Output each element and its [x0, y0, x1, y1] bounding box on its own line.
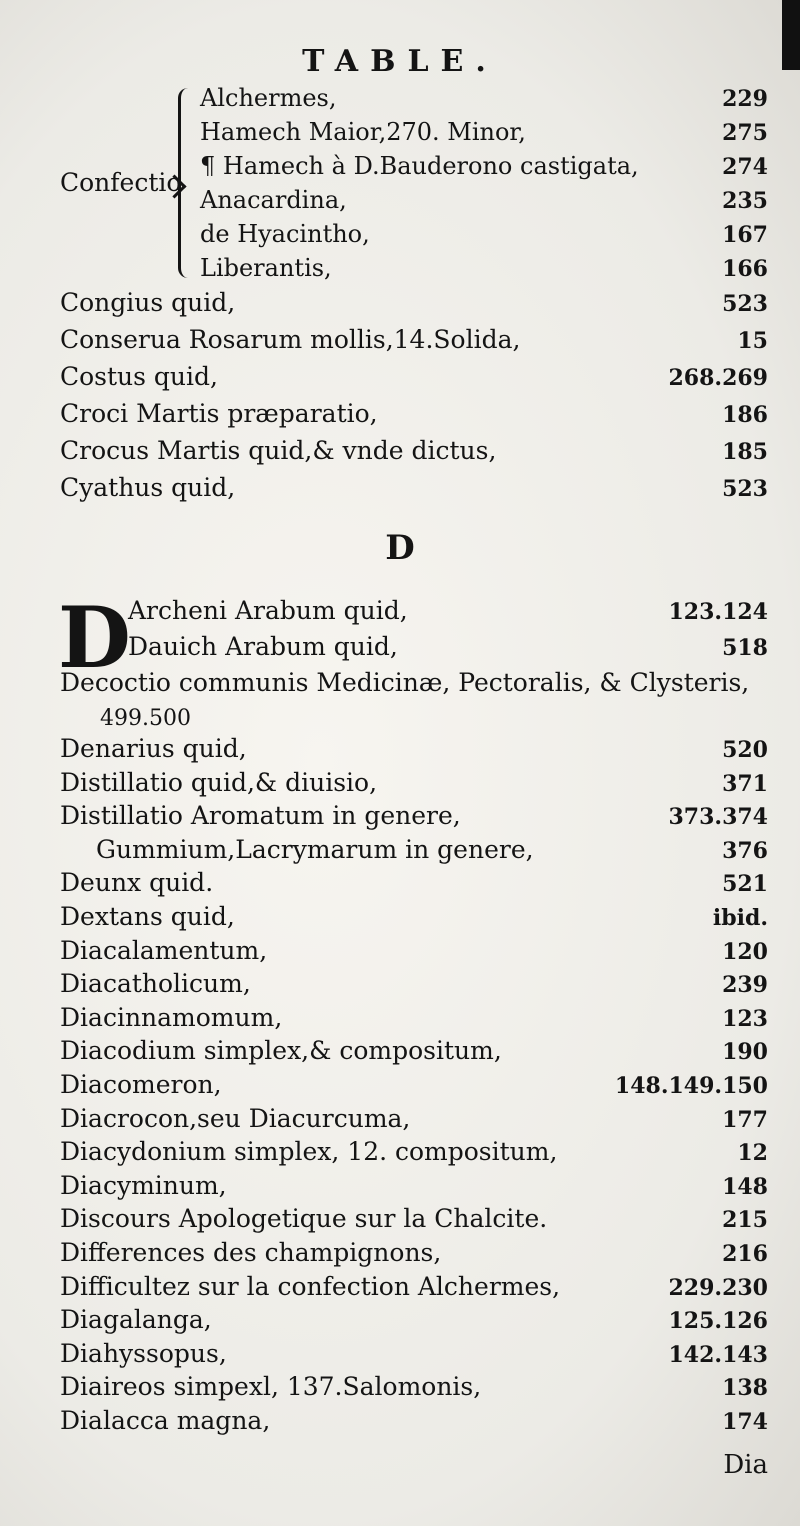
index-entry	[60, 1137, 768, 1173]
entry-page: 148.149.150	[614, 1073, 768, 1099]
index-entry	[60, 969, 768, 1005]
index-entry	[60, 868, 768, 904]
index-entry	[60, 325, 768, 361]
index-entry	[200, 220, 768, 254]
index-entry	[60, 1171, 768, 1207]
entry-term: Diaireos simpexl, 137.Salomonis,	[60, 1372, 482, 1402]
entry-term: Cyathus quid,	[60, 473, 236, 502]
entry-term: Diacomeron,	[60, 1070, 222, 1099]
entry-page: 148	[722, 1173, 768, 1200]
index-entry	[60, 1305, 768, 1341]
entry-page: 125.126	[668, 1308, 768, 1335]
entry-term: Diacyminum,	[60, 1170, 227, 1200]
entry-term: Discours Apologetique sur la Chalcite.	[60, 1204, 548, 1234]
entry-term: Diahyssopus,	[60, 1338, 227, 1368]
entry-page: 123.124	[668, 599, 768, 625]
entry-page: 274	[722, 154, 768, 180]
entry-term: Dialacca magna,	[60, 1406, 271, 1435]
entry-page: 275	[722, 120, 768, 146]
entry-page: 174	[722, 1409, 768, 1435]
index-entry	[60, 1238, 768, 1274]
entry-page: 216	[722, 1241, 768, 1267]
entry-term: Liberantis,	[200, 254, 332, 282]
entry-page: 371	[722, 770, 768, 797]
entry-term: Hamech Maior,270. Minor,	[200, 118, 526, 146]
entry-term: Diacatholicum,	[60, 969, 251, 999]
index-entry	[200, 84, 768, 118]
index-entry	[60, 1272, 768, 1308]
entry-page: 138	[722, 1375, 768, 1402]
entry-page: 521	[722, 871, 768, 898]
index-entry	[200, 118, 768, 152]
index-entry	[60, 288, 768, 324]
entry-page: 167	[722, 222, 768, 248]
entry-term: ¶ Hamech à D.Bauderono castigata,	[200, 152, 639, 180]
index-entry	[60, 1339, 768, 1375]
confectio-group	[60, 82, 768, 288]
entry-page: 235	[722, 188, 768, 214]
entry-term: Anacardina,	[200, 186, 347, 214]
entry-term: Diacrocon,seu Diacurcuma,	[60, 1103, 411, 1133]
index-entry	[60, 768, 768, 804]
decoctio-entry: Decoctio communis Medicinæ, Pectoralis, & Clysteris,	[60, 668, 750, 697]
confectio-label: Confectio	[60, 168, 182, 197]
entry-page: 229	[722, 86, 768, 112]
entry-page: 190	[722, 1039, 768, 1066]
entry-page: 166	[722, 256, 768, 282]
index-entry	[60, 1003, 768, 1039]
index-entry	[60, 734, 768, 770]
entry-page: 12	[737, 1140, 768, 1167]
entry-page: 215	[722, 1207, 768, 1234]
entry-page: 15	[737, 328, 768, 354]
entry-page: 520	[722, 737, 768, 763]
entry-term: Crocus Martis quid,& vnde dictus,	[60, 436, 497, 465]
index-entry	[96, 835, 768, 871]
index-entry	[200, 186, 768, 220]
entry-page: 186	[722, 402, 768, 428]
index-entry	[60, 436, 768, 472]
entry-term: Denarius quid,	[60, 734, 247, 763]
entry-term: Conserua Rosarum mollis,14.Solida,	[60, 325, 521, 354]
entry-term: Croci Martis præparatio,	[60, 399, 378, 428]
entry-term: Diacodium simplex,& compositum,	[60, 1036, 502, 1066]
index-entry	[60, 1070, 768, 1106]
decoctio-pages: 499.500	[100, 706, 191, 731]
entry-page: 123	[722, 1005, 768, 1032]
entry-page: 185	[722, 439, 768, 465]
entry-page: 239	[722, 972, 768, 999]
entry-term: Diacalamentum,	[60, 935, 268, 965]
entry-term: Congius quid,	[60, 288, 236, 317]
index-entry	[200, 152, 768, 186]
entry-term: Dauich Arabum quid,	[128, 632, 398, 661]
index-entry	[60, 1204, 768, 1240]
entry-page: 373.374	[668, 804, 768, 831]
index-entry	[60, 1372, 768, 1408]
entry-page: 120	[722, 938, 768, 965]
catchword: Dia	[723, 1450, 768, 1480]
entry-term: Diacinnamomum,	[60, 1002, 283, 1032]
entry-page: ibid.	[712, 905, 768, 931]
index-entry	[60, 1104, 768, 1140]
entry-page: 523	[722, 476, 768, 502]
entry-page: 518	[722, 635, 768, 661]
entry-term: Dextans quid,	[60, 902, 235, 931]
entry-term: Differences des champignons,	[60, 1238, 442, 1267]
index-entry	[128, 596, 768, 632]
section-heading: D	[385, 528, 415, 568]
page-header: TABLE.	[302, 44, 498, 79]
index-entry	[60, 1406, 768, 1442]
entry-term: Distillatio quid,& diuisio,	[60, 767, 378, 797]
index-entry	[128, 632, 768, 668]
index-entry	[60, 362, 768, 398]
entry-term: Difficultez sur la confection Alchermes,	[60, 1271, 561, 1301]
entry-term: Diacydonium simplex, 12. compositum,	[60, 1137, 558, 1167]
entry-term: Deunx quid.	[60, 868, 214, 898]
index-entry	[60, 1036, 768, 1072]
entry-term: Alchermes,	[200, 84, 337, 112]
index-entry	[60, 399, 768, 435]
entry-term: Distillatio Aromatum in genere,	[60, 801, 461, 831]
entry-term: Costus quid,	[60, 362, 218, 391]
entry-page: 268.269	[668, 365, 768, 391]
entry-term: Diagalanga,	[60, 1305, 212, 1335]
entry-term: de Hyacintho,	[200, 220, 370, 248]
entry-page: 142.143	[668, 1341, 768, 1368]
index-entry	[60, 801, 768, 837]
entry-page: 177	[722, 1106, 768, 1133]
index-entry	[60, 902, 768, 938]
entry-term: Archeni Arabum quid,	[128, 596, 408, 625]
dropcap-letter: D	[58, 588, 131, 687]
entry-page: 229.230	[668, 1274, 768, 1301]
entry-page: 376	[722, 837, 768, 864]
index-entry	[60, 936, 768, 972]
entry-page: 523	[722, 291, 768, 317]
index-entry	[200, 254, 768, 288]
entry-term: Gummium,Lacrymarum in genere,	[96, 834, 534, 864]
index-entry	[60, 473, 768, 509]
